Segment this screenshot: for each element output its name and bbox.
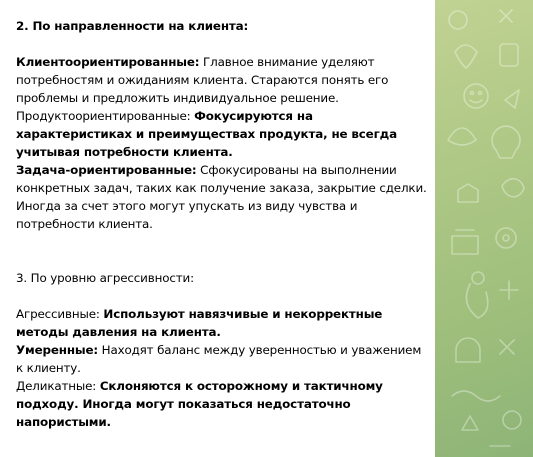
- moderate-line-2: к клиенту.: [16, 361, 81, 375]
- moderate-label: Умеренные:: [16, 343, 99, 357]
- doodle-ball-icon: [503, 411, 521, 429]
- delicate-line-1: Деликатные: Склоняются к осторожному и тактичному: [16, 379, 383, 393]
- doodle-paperplane-icon: [505, 90, 519, 108]
- doodle-bell-icon: [456, 338, 480, 362]
- doodle-wave-icon: [452, 391, 500, 401]
- client-oriented-line-1: Клиентоориентированные: Главное внимание уделяют: [16, 55, 375, 69]
- doodle-cross-icon: [500, 10, 512, 22]
- doodle-leaf-icon: [448, 128, 476, 145]
- product-oriented-line-2: характеристиках и преимуществах продукта, не всегда: [16, 127, 397, 141]
- product-oriented-line-1: Продуктоориентированные: Фокусируются на: [16, 109, 313, 123]
- product-oriented-label: Продуктоориентированные:: [16, 109, 191, 123]
- section-2-heading: 2. По направленности на клиента:: [16, 19, 249, 33]
- task-oriented-line-3: Иногда за счет этого могут упускать из виду чувства и: [16, 199, 358, 213]
- product-oriented-line-3: учитывая потребности клиента.: [16, 145, 233, 159]
- task-oriented-label: Задача-ориентированные:: [16, 163, 197, 177]
- task-oriented-line-2: конкретных задач, таких как получение заказа, закрытие сделки.: [16, 181, 427, 195]
- doodle-heart-icon: [455, 45, 477, 68]
- doodle-bulb-icon: [492, 126, 520, 158]
- moderate-line-1: Умеренные: Находят баланс между уверенностью и уважением: [16, 343, 422, 357]
- doodle-plus-icon: [500, 281, 518, 299]
- task-oriented-line-4: потребности клиента.: [16, 217, 153, 231]
- doodle-gift-icon: [452, 230, 478, 254]
- doodle-circle-icon: [449, 11, 467, 29]
- client-oriented-line-3: проблемы и предложить индивидуальное решение.: [16, 91, 339, 105]
- aggressive-label: Агрессивные:: [16, 307, 100, 321]
- doodle-face-icon: [464, 84, 488, 108]
- client-oriented-label: Клиентоориентированные:: [16, 55, 200, 69]
- delicate-label: Деликатные:: [16, 379, 97, 393]
- doodle-fish-icon: [502, 179, 524, 197]
- section-3-heading: 3. По уровню агрессивности:: [16, 271, 194, 285]
- aggressive-line-1: Агрессивные: Используют навязчивые и некорректные: [16, 307, 383, 321]
- doodle-cup-icon: [500, 44, 518, 66]
- doodle-house-icon: [458, 184, 478, 202]
- doodle-cross-icon-2: [500, 340, 514, 354]
- aggressive-line-2: методы давления на клиента.: [16, 325, 221, 339]
- delicate-line-2: подходу. Иногда могут показаться недостаточно: [16, 397, 351, 411]
- doodle-triangle-icon: [462, 416, 478, 430]
- task-oriented-line-1: Задача-ориентированные: Сфокусированы на выполнении: [16, 163, 397, 177]
- client-oriented-line-2: потребностям и ожиданиям клиента. Стараются понять его: [16, 73, 389, 87]
- doodle-dino-icon: [466, 284, 487, 318]
- delicate-line-3: напористыми.: [16, 415, 111, 429]
- doodle-flower-icon: [496, 228, 516, 248]
